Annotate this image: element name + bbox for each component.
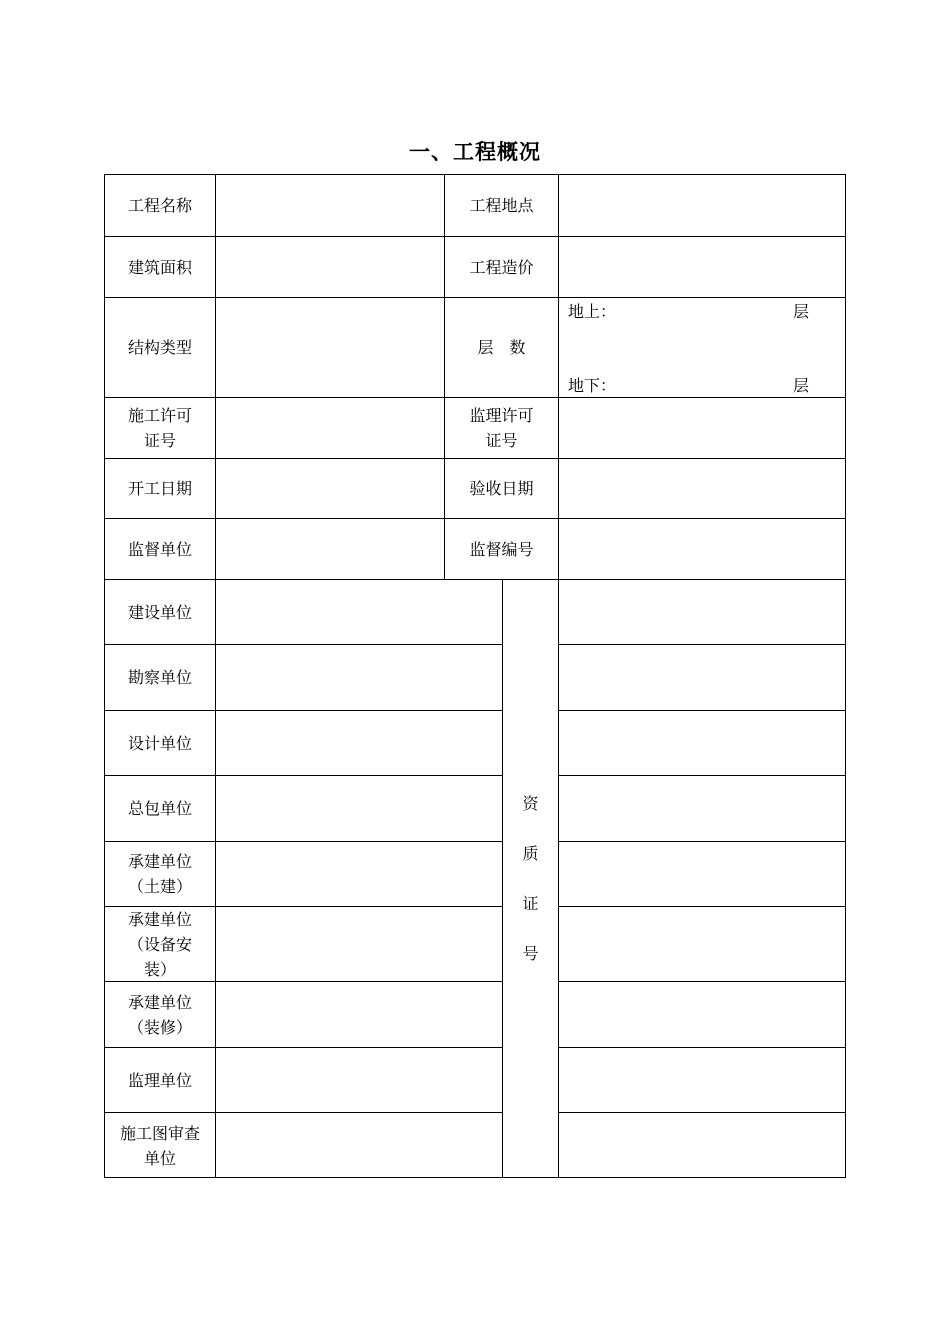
label-supervision-unit: 监理单位 xyxy=(127,1070,192,1090)
label-contractor-decoration: 承建单位 （装修） xyxy=(127,992,192,1037)
contractor-equipment-field[interactable] xyxy=(216,907,502,981)
label-start-date: 开工日期 xyxy=(127,479,192,498)
label-acceptance-date: 验收日期 xyxy=(469,479,534,498)
contractor-decoration-field[interactable] xyxy=(216,982,502,1047)
qualification-number-label xyxy=(503,580,558,1178)
label-project-location: 工程地点 xyxy=(469,196,534,215)
supervision-unit-cert-field[interactable] xyxy=(559,1048,845,1112)
drawing-review-unit-cert-field[interactable] xyxy=(559,1113,845,1178)
label-structure-type: 结构类型 xyxy=(127,338,192,357)
label-construction-owner: 建设单位 xyxy=(127,602,192,622)
label-project-cost: 工程造价 xyxy=(469,257,534,277)
survey-unit-field[interactable] xyxy=(216,645,502,710)
label-general-contractor: 总包单位 xyxy=(127,799,192,818)
supervising-unit-field[interactable] xyxy=(216,519,444,579)
project-name-field[interactable] xyxy=(216,175,444,236)
floors-above-label: 地上： xyxy=(568,302,617,321)
label-contractor-civil: 承建单位 （土建） xyxy=(127,852,192,896)
project-location-field[interactable] xyxy=(559,175,845,236)
start-date-field[interactable] xyxy=(216,459,444,518)
label-contractor-equipment: 承建单位 （设备安 装） xyxy=(127,909,192,979)
label-supervision-number: 监督编号 xyxy=(469,539,534,559)
construction-owner-field[interactable] xyxy=(216,580,502,644)
supervision-number-field[interactable] xyxy=(559,519,845,579)
contractor-equipment-cert-field[interactable] xyxy=(559,907,845,981)
page-title: 一、工程概况 xyxy=(409,140,541,164)
design-unit-field[interactable] xyxy=(216,711,502,775)
project-cost-field[interactable] xyxy=(559,237,845,297)
contractor-civil-cert-field[interactable] xyxy=(559,842,845,906)
construction-permit-field[interactable] xyxy=(216,398,444,458)
qualification-char: 号 xyxy=(522,944,539,963)
building-area-field[interactable] xyxy=(216,237,444,297)
qualification-char: 质 xyxy=(522,844,539,863)
label-survey-unit: 勘察单位 xyxy=(127,668,192,687)
label-building-area: 建筑面积 xyxy=(127,257,192,277)
construction-owner-cert-field[interactable] xyxy=(559,580,845,644)
acceptance-date-field[interactable] xyxy=(559,459,845,518)
supervision-permit-field[interactable] xyxy=(559,398,845,458)
label-construction-permit: 施工许可 证号 xyxy=(127,406,192,450)
floors-above-unit: 层 xyxy=(793,302,810,321)
label-supervising-unit: 监督单位 xyxy=(127,539,192,559)
floors-below-label: 地下： xyxy=(568,376,617,395)
contractor-decoration-cert-field[interactable] xyxy=(559,982,845,1047)
general-contractor-cert-field[interactable] xyxy=(559,776,845,841)
general-contractor-field[interactable] xyxy=(216,776,502,841)
structure-type-field[interactable] xyxy=(216,298,444,397)
label-project-name: 工程名称 xyxy=(127,196,192,215)
contractor-civil-field[interactable] xyxy=(216,842,502,906)
floors-below-unit: 层 xyxy=(793,376,810,395)
label-design-unit: 设计单位 xyxy=(127,733,192,753)
drawing-review-unit-field[interactable] xyxy=(216,1113,502,1178)
design-unit-cert-field[interactable] xyxy=(559,711,845,775)
label-drawing-review-unit: 施工图审查 单位 xyxy=(119,1123,200,1168)
label-floor-count: 层 数 xyxy=(477,338,526,357)
qualification-char: 资 xyxy=(522,794,539,813)
label-supervision-permit: 监理许可 证号 xyxy=(469,406,534,450)
survey-unit-cert-field[interactable] xyxy=(559,645,845,710)
supervision-unit-field[interactable] xyxy=(216,1048,502,1112)
qualification-char: 证 xyxy=(522,894,539,913)
